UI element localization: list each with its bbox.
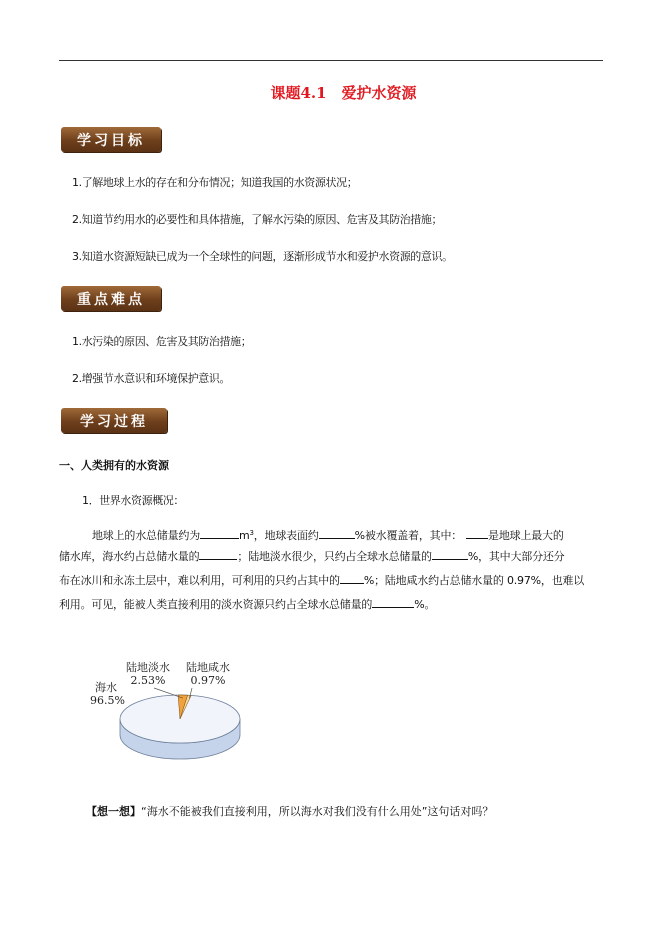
pie-label-sea-value: 96.5% xyxy=(90,694,125,707)
think-tag: 【想一想】 xyxy=(86,805,141,818)
blank-usable-percent[interactable] xyxy=(340,573,364,584)
blank-sea-percent[interactable] xyxy=(199,549,237,560)
pie-label-fresh xyxy=(122,661,174,687)
think-question xyxy=(86,803,493,819)
pie-label-salt xyxy=(180,661,236,687)
objective-item: 2.知道节约用水的必要性和具体措施，了解水污染的原因、危害及其防治措施； xyxy=(72,213,443,226)
objective-item: 1.了解地球上水的存在和分布情况；知道我国的水资源状况； xyxy=(72,176,358,189)
badge-process: 学习过程 xyxy=(61,408,167,433)
page-title: 课题4.1 爱护水资源 xyxy=(270,84,417,102)
pie-label-fresh-name: 陆地淡水 xyxy=(126,661,170,674)
top-rule xyxy=(59,60,603,61)
pie-label-sea xyxy=(90,681,125,707)
blank-direct-use-percent[interactable] xyxy=(372,597,414,608)
pie-label-salt-name: 陆地咸水 xyxy=(186,661,230,674)
pie-label-salt-value: 0.97% xyxy=(190,674,226,687)
section-heading: 一、人类拥有的水资源 xyxy=(59,459,169,472)
paragraph-line-3: 布在冰川和永冻土层中，难以利用，可利用的只约占其中的 %；陆地咸水约占总储水量的 0.97%，也难以 xyxy=(59,574,585,587)
paragraph-line-2: 储水库，海水约占总储水量的 ；陆地淡水很少，只约占全球水总储量的 %，其中大部分还分 xyxy=(59,550,565,563)
blank-total-water[interactable] xyxy=(200,528,239,539)
subsection-heading: 1．世界水资源概况： xyxy=(82,494,184,507)
blank-surface-percent[interactable] xyxy=(319,528,355,539)
key-point-item: 1.水污染的原因、危害及其防治措施； xyxy=(72,335,252,348)
badge-key-points: 重点难点 xyxy=(61,286,161,311)
paragraph-line-4: 利用。可见，能被人类直接利用的淡水资源只约占全球水总储量的 %。 xyxy=(59,598,436,611)
badge-objectives: 学习目标 xyxy=(61,127,161,152)
key-point-item: 2.增强节水意识和环境保护意识。 xyxy=(72,372,231,385)
objective-item: 3.知道水资源短缺已成为一个全球性的问题，逐渐形成节水和爱护水资源的意识。 xyxy=(72,250,453,263)
think-text: “海水不能被我们直接利用，所以海水对我们没有什么用处”这句话对吗？ xyxy=(141,805,494,818)
paragraph-line-1: 地球上的水总储量约为 $m^3$，地球表面约 %被水覆盖着，其中： 是地球上最大的 xyxy=(92,529,564,542)
blank-fresh-percent[interactable] xyxy=(432,549,468,560)
blank-largest-reservoir[interactable] xyxy=(466,528,488,539)
pie-label-fresh-value: 2.53% xyxy=(130,674,166,687)
pie-label-sea-name: 海水 xyxy=(95,681,117,694)
